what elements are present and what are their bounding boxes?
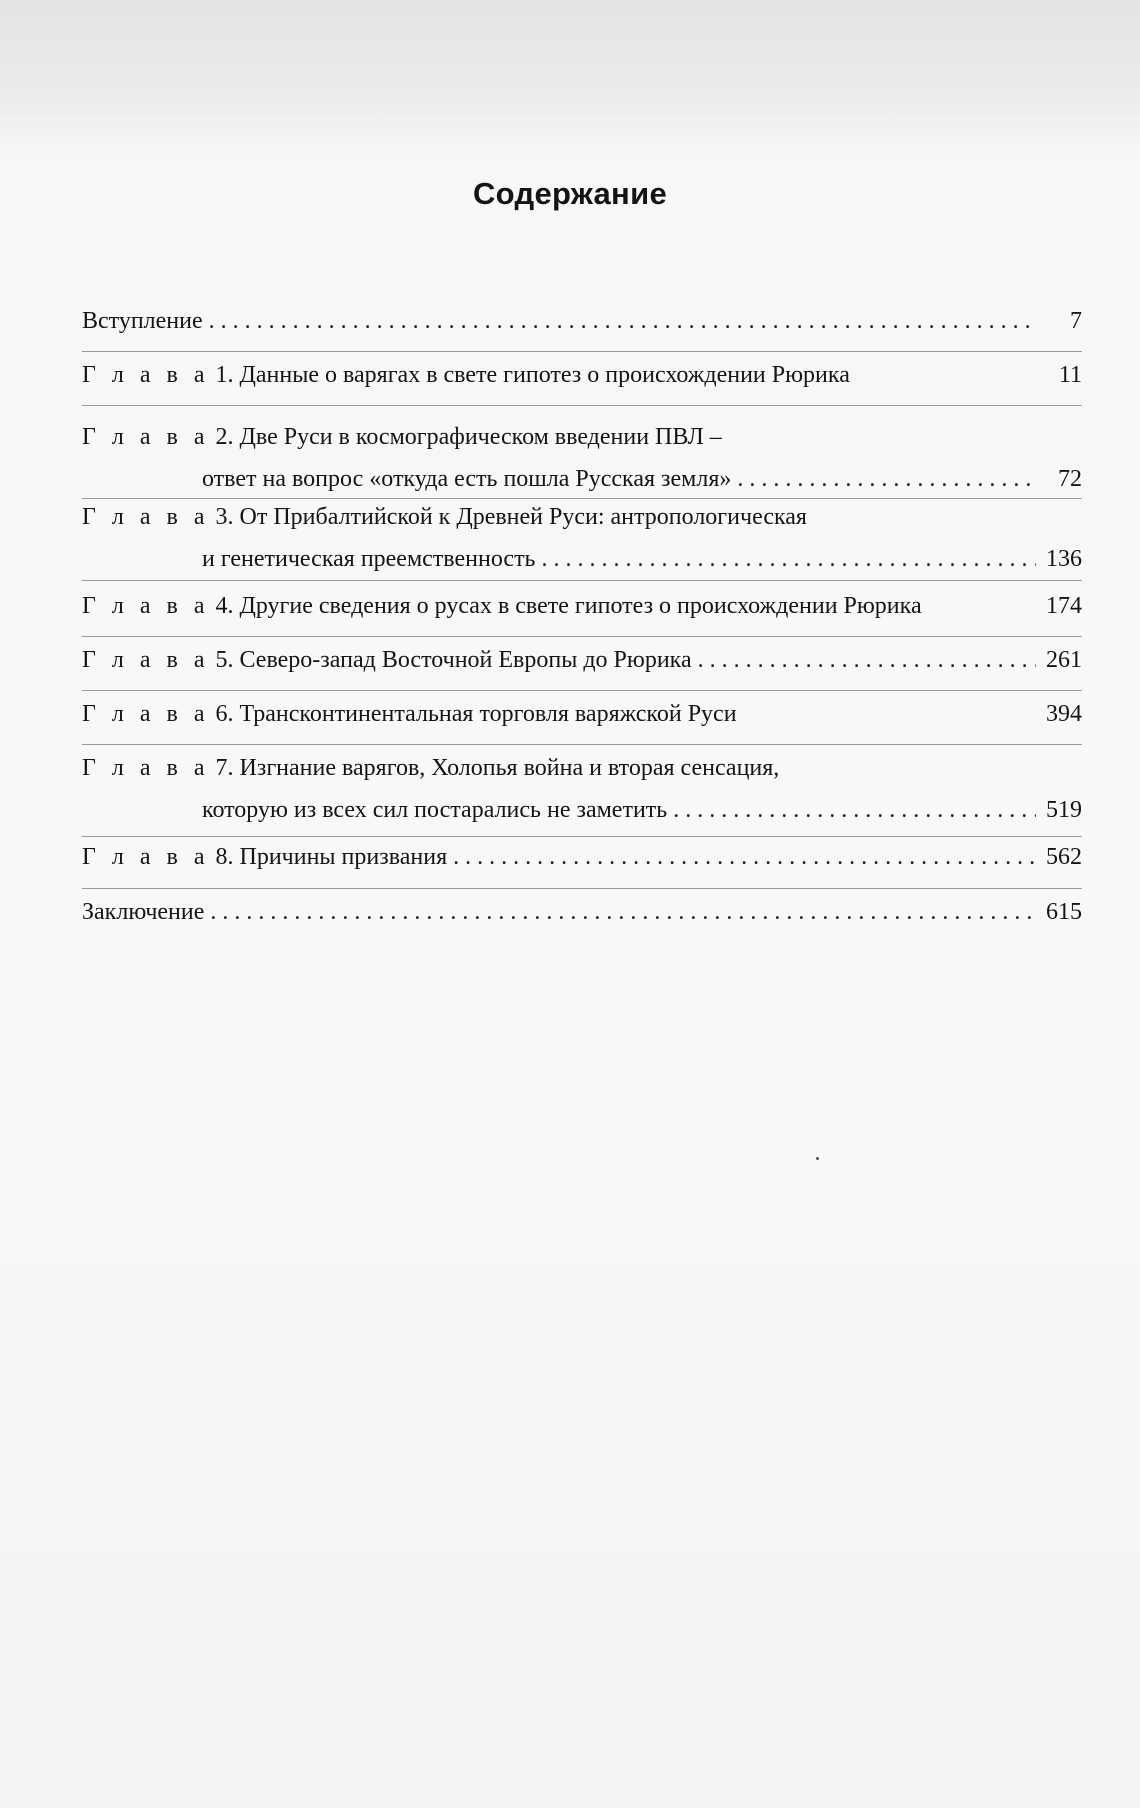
dot-leader xyxy=(737,458,1036,500)
toc-page-number: 394 xyxy=(1046,701,1082,727)
toc-entry-title: 6. Трансконтинентальная торговля варяжской Руси xyxy=(215,701,737,727)
toc-entry-chapter-8[interactable] xyxy=(82,836,1082,878)
toc-entry-title-continued: которую из всех сил постарались не заметить xyxy=(202,797,668,823)
toc-entry-chapter-3[interactable] xyxy=(82,496,1082,580)
toc-entry-title: 4. Другие сведения о русах в свете гипотез о происхождении Рюрика xyxy=(215,593,922,619)
toc-page-number: 72 xyxy=(1058,466,1082,492)
chapter-prefix: Г л а в а xyxy=(82,362,210,388)
toc-entry-title-continued: и генетическая преемственность xyxy=(202,546,536,572)
toc-page-number: 7 xyxy=(1070,308,1082,334)
dot-leader xyxy=(453,836,1036,878)
dot-leader xyxy=(209,300,1036,342)
toc-divider xyxy=(82,405,1082,406)
dot-leader xyxy=(673,789,1036,831)
toc-page-number: 11 xyxy=(1058,362,1082,388)
toc-entry-chapter-6[interactable] xyxy=(82,693,1082,735)
toc-entry-title: 7. Изгнание варягов, Холопья война и вторая сенсация, xyxy=(215,755,780,781)
toc-entry-title: 2. Две Руси в космографическом введении ПВЛ – xyxy=(215,424,722,450)
toc-entry-chapter-2[interactable] xyxy=(82,416,1082,500)
toc-page-number: 174 xyxy=(1046,593,1082,619)
toc-page-number: 562 xyxy=(1046,844,1082,870)
toc-entry-introduction[interactable] xyxy=(82,300,1082,342)
toc-divider xyxy=(82,888,1082,889)
toc-entry-title: 5. Северо-запад Восточной Европы до Рюрика xyxy=(215,647,692,673)
toc-divider xyxy=(82,351,1082,352)
chapter-prefix: Г л а в а xyxy=(82,593,210,619)
toc-entry-title: 8. Причины призвания xyxy=(215,844,448,870)
toc-divider xyxy=(82,636,1082,637)
toc-page-number: 136 xyxy=(1046,546,1082,572)
toc-entry-title-continued: ответ на вопрос «откуда есть пошла Русская земля» xyxy=(202,466,732,492)
toc-entry-title: 3. От Прибалтийской к Древней Руси: антропологическая xyxy=(215,504,807,530)
chapter-prefix: Г л а в а xyxy=(82,647,210,673)
chapter-prefix: Г л а в а xyxy=(82,424,210,450)
chapter-prefix: Г л а в а xyxy=(82,701,210,727)
toc-entry-chapter-1[interactable] xyxy=(82,354,1082,396)
dot-leader xyxy=(210,891,1036,933)
toc-page-number: 519 xyxy=(1046,797,1082,823)
toc-divider xyxy=(82,580,1082,581)
toc-entry-chapter-5[interactable] xyxy=(82,639,1082,681)
dot-leader xyxy=(542,538,1036,580)
toc-entry-title: 1. Данные о варягах в свете гипотез о происхождении Рюрика xyxy=(215,362,850,388)
toc-entry-title: Заключение xyxy=(82,899,205,925)
dot-leader xyxy=(698,639,1036,681)
toc-divider xyxy=(82,744,1082,745)
page-top-shadow xyxy=(0,0,1140,160)
toc-page-number: 615 xyxy=(1046,899,1082,925)
chapter-prefix: Г л а в а xyxy=(82,504,210,530)
print-speck xyxy=(816,1157,819,1160)
chapter-prefix: Г л а в а xyxy=(82,844,210,870)
chapter-prefix: Г л а в а xyxy=(82,755,210,781)
toc-divider xyxy=(82,690,1082,691)
toc-entry-title: Вступление xyxy=(82,308,203,334)
page-title: Содержание xyxy=(473,176,667,211)
toc-page-number: 261 xyxy=(1046,647,1082,673)
toc-entry-chapter-4[interactable] xyxy=(82,585,1082,627)
toc-entry-chapter-7[interactable] xyxy=(82,747,1082,831)
toc-entry-conclusion[interactable] xyxy=(82,891,1082,933)
